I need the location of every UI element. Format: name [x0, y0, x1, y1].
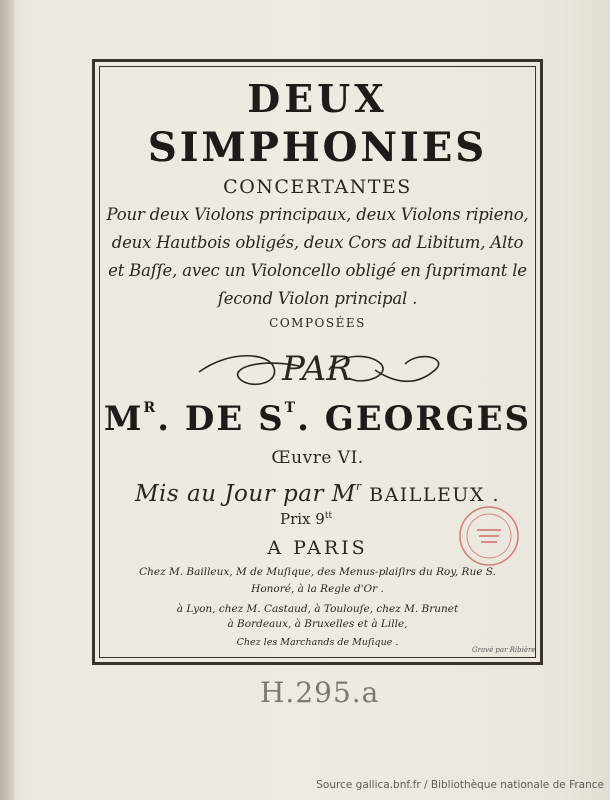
- page-spine-shadow: [0, 0, 14, 800]
- composed-label: COMPOSÉES: [269, 316, 366, 330]
- address-line: Chez les Marchands de Muſique .: [236, 637, 399, 648]
- publisher-sup: r: [355, 480, 362, 493]
- par-flourish: [99, 340, 536, 395]
- title-line-simphonies: SIMPHONIES: [147, 124, 488, 171]
- title-line-deux: DEUX: [247, 76, 388, 121]
- description-line: ſecond Violon principal .: [217, 289, 418, 308]
- publisher-name: BAILLEUX .: [361, 484, 501, 506]
- address-line: à Lyon, chez M. Castaud, à Toulouſe, chez M. Brunet: [176, 603, 459, 615]
- price-sup: tt: [324, 511, 333, 521]
- par-label: PAR: [282, 349, 352, 389]
- title-line-concertantes: CONCERTANTES: [223, 176, 412, 198]
- shelfmark: H.295.a: [260, 676, 380, 709]
- opus-number: Œuvre VI.: [271, 448, 364, 468]
- author-saint-sup: T: [284, 400, 298, 416]
- description-line: deux Hautbois obligés, deux Cors ad Libitum, Alto: [111, 233, 524, 252]
- engraver-credit: Gravé par Ribière: [472, 646, 536, 654]
- address-line: Honoré, à la Regle d'Or .: [251, 583, 384, 595]
- publisher-line: [99, 480, 536, 507]
- description-line: et Baſſe, avec un Violoncello obligé en ſuprimant le: [108, 261, 527, 280]
- author-name-part1: . DE S: [157, 399, 285, 439]
- price: [280, 510, 332, 528]
- address-line: Chez M. Bailleux, M de Muſique, des Menus-plaiſirs du Roy, Rue S.: [139, 566, 496, 578]
- price-text: Prix 9: [280, 510, 325, 528]
- source-credit: Source gallica.bnf.fr / Bibliothèque nationale de France: [316, 779, 604, 791]
- author-name: [99, 399, 536, 439]
- publisher-prefix: Mis au Jour par M: [134, 481, 356, 507]
- address-line: à Bordeaux, à Bruxelles et à Lille,: [227, 618, 408, 630]
- city: A PARIS: [267, 537, 368, 559]
- author-prefix-sup: R: [143, 400, 158, 416]
- author-name-part2: . GEORGES: [297, 399, 532, 439]
- description-line: Pour deux Violons principaux, deux Violons ripieno,: [106, 205, 529, 224]
- author-prefix: M: [103, 399, 144, 439]
